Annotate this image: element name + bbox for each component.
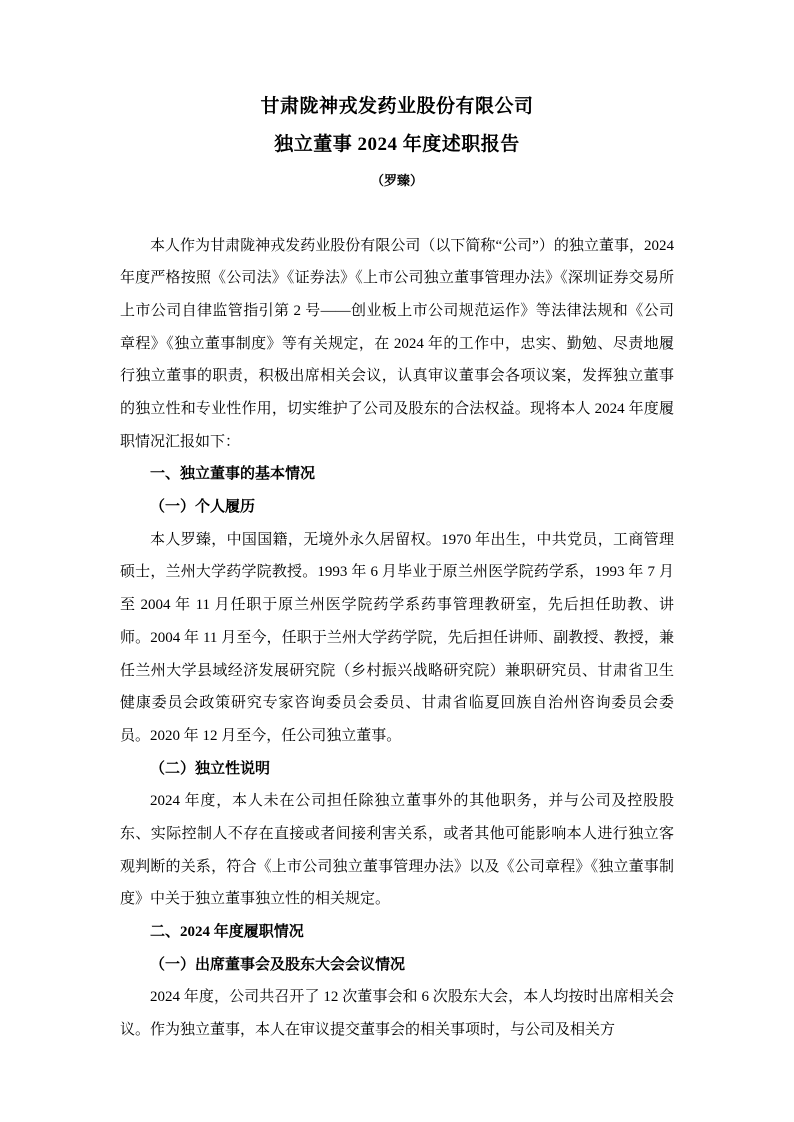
document-title: 甘肃陇神戎发药业股份有限公司 xyxy=(260,96,534,117)
subsection-heading-personal-resume: （一）个人履历 xyxy=(150,499,256,516)
section-heading-duty-performance: 二、2024 年度履职情况 xyxy=(150,924,304,941)
paragraph-meeting-attendance: 2024 年度，公司共召开了 12 次董事会和 6 次股东大会，本人均按时出席相关会议。作为独立董事，本人在审议提交董事会的相关事项时，与公司及相关方 xyxy=(120,989,674,1039)
subsection-heading-meeting-attendance: （一）出席董事会及股东大会会议情况 xyxy=(150,956,406,973)
document-body xyxy=(120,230,674,1047)
paragraph-resume: 本人罗臻，中国国籍，无境外永久居留权。1970 年出生，中共党员，工商管理硕士，兰州大学药学院教授。1993 年 6 月毕业于原兰州医学院药学系，1993 年 7 月至 2004 年 11 月任职于原兰州医学院药学系药事管理教研室，先后担任助教、讲师。2004 年 11 月至今，任职于兰州大学药学院，先后担任讲师、副教授、教授，兼任兰州大学县域经济发展研究院（乡村振兴战略研究院）兼职研究员、甘肃省卫生健康委员会政策研究专家咨询委员会委员、甘肃省临夏回族自治州咨询委员会委员。2020 年 12 月至今，任公司独立董事。 xyxy=(120,531,674,744)
subsection-heading-independence: （二）独立性说明 xyxy=(150,760,271,777)
section-heading-basic-info: 一、独立董事的基本情况 xyxy=(150,466,316,483)
paragraph-independence: 2024 年度，本人未在公司担任除独立董事外的其他职务，并与公司及控股股东、实际控制人不存在直接或者间接利害关系，或者其他可能影响本人进行独立客观判断的关系，符合《上市公司独立董事管理办法》以及《公司章程》《独立董事制度》中关于独立董事独立性的相关规定。 xyxy=(120,793,674,908)
document-subtitle: 独立董事 2024 年度述职报告 xyxy=(274,134,520,156)
paragraph-intro: 本人作为甘肃陇神戎发药业股份有限公司（以下简称“公司”）的独立董事，2024 年度严格按照《公司法》《证券法》《上市公司独立董事管理办法》《深圳证券交易所上市公司自律监管指引第 2 号——创业板上市公司规范运作》等法律法规和《公司章程》《独立董事制度》等有关规定，在 2024 年的工作中，忠实、勤勉、尽责地履行独立董事的职责，积极出席相关会议，认真审议董事会各项议案，发挥独立董事的独立性和专业性作用，切实维护了公司及股东的合法权益。现将本人 2024 年度履职情况汇报如下： xyxy=(120,237,674,450)
document-author: （罗臻） xyxy=(370,172,423,188)
